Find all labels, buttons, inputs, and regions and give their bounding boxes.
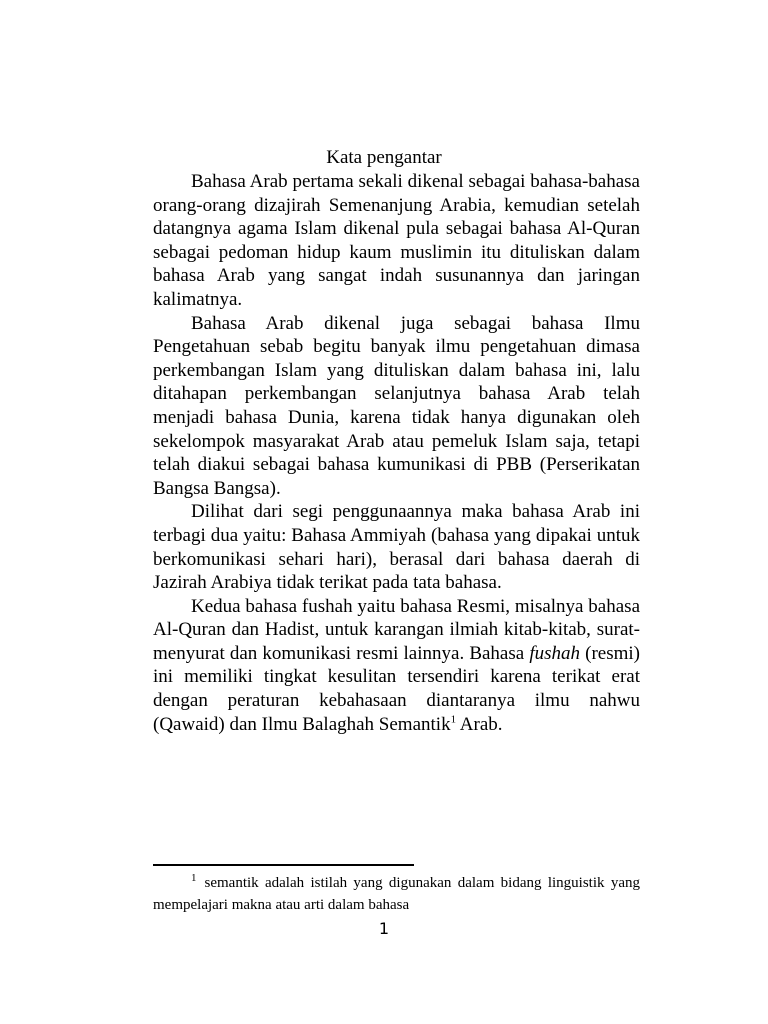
page-title: Kata pengantar (326, 147, 442, 168)
footnote-text: semantik adalah istilah yang digunakan dalam bidang linguistik yang mempelajari makna atau arti dalam bahasa (153, 875, 640, 913)
paragraph-1: Bahasa Arab pertama sekali dikenal sebagai bahasa-bahasa orang-orang dizajirah Semenanjung Arabia, kemudian setelah datangnya agama Islam dikenal pula sebagai bahasa Al-Quran sebagai pedoman hidup kaum muslimin itu dituliskan dalam bahasa Arab yang sangat indah susunannya dan jaringan kalimatnya. (153, 171, 640, 310)
page-number: 1 (378, 919, 390, 938)
paragraph-3: Dilihat dari segi penggunaannya maka bahasa Arab ini terbagi dua yaitu: Bahasa Ammiyah (bahasa yang dipakai untuk berkomunikasi sehari hari), berasal dari bahasa daerah di Jazirah Arabiya tidak terikat pada tata bahasa. (153, 501, 640, 594)
body-text (153, 170, 640, 736)
paragraph-4-part-2: (resmi) ini memiliki tingkat kesulitan tersendiri karena terikat erat dengan peraturan kebahasaan diantaranya ilmu nahwu (Qawaid) dan Ilmu Balaghah Semantik (153, 642, 640, 735)
footnote-divider (153, 864, 414, 866)
footnote: 1 semantik adalah istilah yang digunakan dalam bidang linguistik yang mempelajari makna atau arti dalam bahasa (153, 872, 640, 913)
footnote-reference: 1 (450, 713, 457, 726)
paragraph-4-part-3: Arab. (456, 713, 503, 735)
italic-term: fushah (529, 642, 580, 664)
paragraph-4 (153, 595, 640, 737)
paragraph-2: Bahasa Arab dikenal juga sebagai bahasa Ilmu Pengetahuan sebab begitu banyak ilmu pengetahuan dimasa perkembangan Islam yang dituliskan dalam bahasa ini, lalu ditahapan perkembangan selanjutnya bahasa Arab telah menjadi bahasa Dunia, karena tidak hanya digunakan oleh sekelompok masyarakat Arab atau pemeluk Islam saja, tetapi telah diakui sebagai bahasa kumunikasi di PBB (Perserikatan Bangsa Bangsa). (153, 312, 640, 499)
paragraph-4-part-1: Kedua bahasa fushah yaitu bahasa Resmi, misalnya bahasa Al-Quran dan Hadist, untuk karangan ilmiah kitab-kitab, surat-menyurat dan komunikasi resmi lainnya. Bahasa (153, 595, 640, 664)
